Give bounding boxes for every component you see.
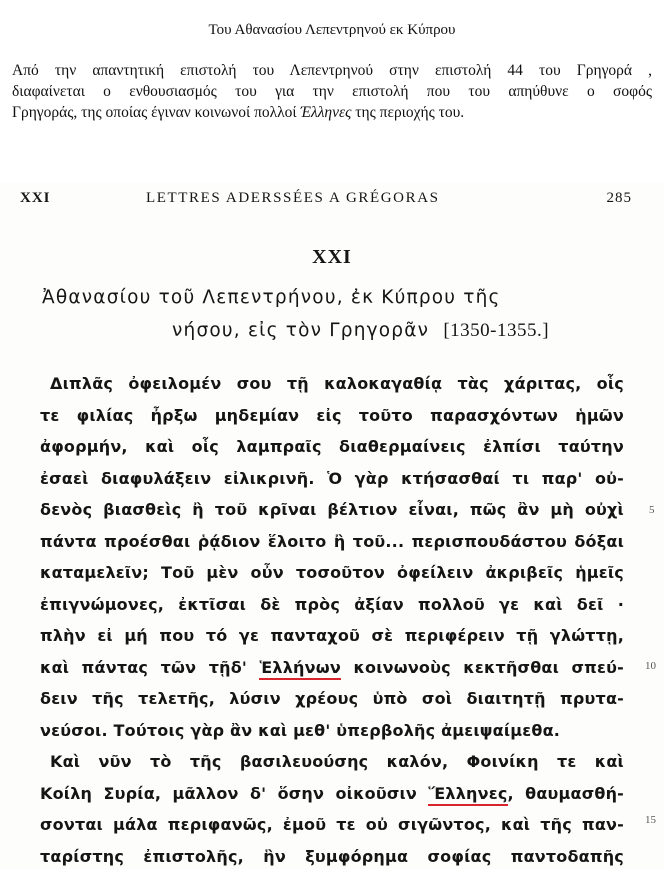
highlighted-word: Ἑλλήνων [259,658,340,680]
line-number: 10 [645,660,656,672]
text-line: τε φιλίας ἦρξω μηδεμίαν εἰς τοῦτο παρασχόντων ἡμῶν [40,400,624,432]
running-head [20,190,632,214]
text-line: ἀφορμήν, καὶ οἷς λαμπραῖς διαθερμαίνεις ἐλπίσι ταύτην [40,431,624,463]
text-line: πλὴν εἰ μή που τό γε πανταχοῦ σὲ περιφέρειν τῇ γλώττῃ, [40,620,624,652]
chapter-number: XXI [0,246,664,269]
text-line: νεύσοι. Τούτοις γὰρ ἂν καὶ μεθ' ὑπερβολῆς ἀμειψαίμεθα. [40,715,624,747]
letter-text [40,368,624,872]
line-number: 15 [645,814,656,826]
text-line: πάντα προέσθαι ῥᾴδιον ἕλοιτο ἢ τοῦ... περισπουδάστου δόξαι [40,526,624,558]
text-line: καταμελεῖν; Τοῦ μὲν οὖν τοσοῦτον ὀφείλειν ἀκριβεῖς ἡμεῖς [40,557,624,589]
text-line: Καὶ νῦν τὸ τῆς βασιλευούσης καλόν, Φοινίκη τε καὶ [40,746,624,778]
intro-section [0,0,664,180]
scanned-page [0,182,664,869]
text-line: ἐσαεὶ διαφυλάξειν εἰλικρινῆ. Ὁ γὰρ κτήσασθαί τι παρ' οὐ- [40,463,624,495]
highlighted-word: Ἕλληνες [428,784,507,806]
page-number: 285 [607,190,633,207]
text-line: Διπλᾶς ὀφειλομέν σου τῇ καλοκαγαθίᾳ τὰς χάριτας, οἷς [40,368,624,400]
intro-title: Του Αθανασίου Λεπεντρηνού εκ Κύπρου [0,22,664,39]
text-line: σονται μάλα περιφανῶς, ἐμοῦ τε οὐ σιγῶντος, καὶ τῆς παν- [40,809,624,841]
intro-paragraph [12,60,652,123]
text-line: καὶ πάντας τῶν τῇδ' Ἑλλήνων κοινωνοὺς κεκτῆσθαι σπεύ- [40,652,624,684]
intro-emphasis: Έλληνες [300,104,351,121]
letter-heading-line: Ἀθανασίου τοῦ Λεπεντρήνου, ἐκ Κύπρου τῆς [42,287,501,308]
intro-line: διαφαίνεται ο ενθουσιασμός του για την επιστολή που του απηύθυνε ο σοφός [12,81,652,102]
text-line: δειν τῆς τελετῆς, λύσιν χρέους ὑπὸ σοὶ διαιτητῇ πρυτα- [40,683,624,715]
text-line: ταρίστης ἐπιστολῆς, ἣν ξυμφόρημα σοφίας παντοδαπῆς [40,841,624,872]
intro-line: Γρηγοράς, της οποίας έγιναν κοινωνοί πολλοί Έλληνες της περιοχής του. [12,102,652,123]
intro-line: Από την απαντητική επιστολή του Λεπεντρηνού στην επιστολή 44 του Γρηγορά , [12,60,652,81]
letter-heading-line: νήσου, εἰς τὸν Γρηγορᾶν [1350-1355.] [172,320,549,342]
text-line: δενὸς βιασθεὶς ἢ τοῦ κρῖναι βέλτιον εἶναι, πῶς ἂν μὴ οὐχὶ [40,494,624,526]
running-head-number: XXI [20,190,51,207]
running-head-title: LETTRES ADERSSÉES A GRÉGORAS [146,190,440,207]
letter-date: [1350-1355.] [443,320,549,341]
text-line: ἐπιγνώμονες, ἐκτῖσαι δὲ πρὸς ἀξίαν πολλοῦ γε καὶ δεῖ · [40,589,624,621]
line-number: 5 [649,504,655,516]
text-line: Κοίλη Συρία, μᾶλλον δ' ὅσην οἰκοῦσιν Ἕλληνες, θαυμασθή- [40,778,624,810]
